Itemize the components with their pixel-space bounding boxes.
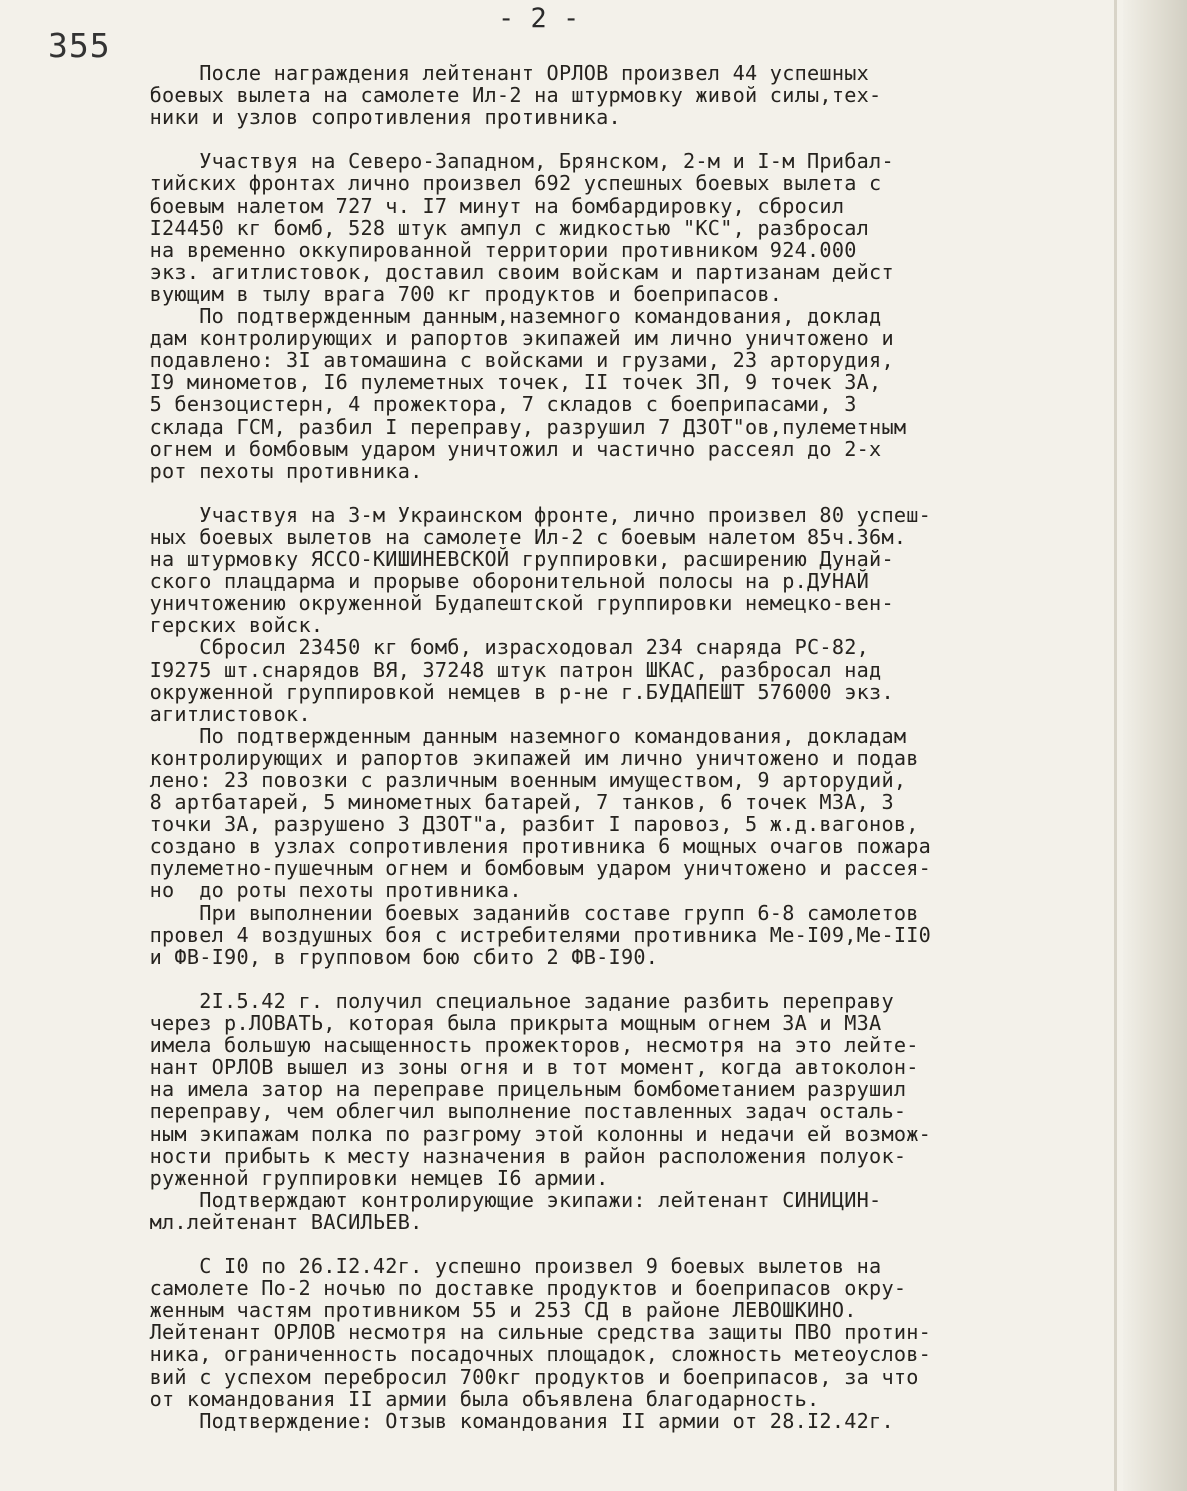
text-line: имела большую насыщенность прожекторов, несмотря на это лейте-	[100, 1033, 919, 1058]
text-line: на имела затор на переправе прицельным бомбометанием разрушил	[100, 1077, 907, 1102]
text-line: вующим в тылу врага 700 кг продуктов и боеприпасов.	[100, 281, 783, 306]
text-line: на временно оккупированной территории противником 924.000	[100, 237, 857, 262]
paragraph-gap	[100, 128, 1020, 150]
text-line: Лейтенант ОРЛОВ несмотря на сильные средства защиты ПВО протин-	[100, 1320, 932, 1345]
text-line: Подтверждение: Отзыв командования II армии от 28.I2.42г.	[100, 1408, 894, 1433]
text-line: склада ГСМ, разбил I переправу, разрушил 7 ДЗОТ"ов,пулеметным	[100, 414, 907, 439]
page-fold-shadow	[1114, 0, 1117, 1491]
text-line: боевых вылета на самолете Ил-2 на штурмовку живой силы,тех-	[100, 83, 882, 108]
text-line: переправу, чем облегчил выполнение поставленных задач осталь-	[100, 1099, 907, 1124]
text-line: подавлено: 3I автомашина с войсками и грузами, 23 арторудия,	[100, 348, 894, 373]
text-line: мл.лейтенант ВАСИЛЬЕВ.	[100, 1209, 423, 1234]
text-line: ности прибыть к месту назначения в район расположения полуок-	[100, 1143, 907, 1168]
paragraph-3	[100, 504, 1020, 968]
text-line: ника, ограниченность посадочных площадок, сложность метеоуслов-	[100, 1342, 932, 1367]
paragraph-gap	[100, 1233, 1020, 1255]
text-line: Подтверждают контролирующие экипажи: лейтенант СИНИЦИН-	[100, 1187, 882, 1212]
text-line: По подтвержденным данным,наземного командования, доклад	[100, 304, 882, 329]
text-line: ского плацдарма и прорыве оборонительной полосы на р.ДУНАЙ	[100, 569, 870, 594]
paragraph-5	[100, 1255, 1020, 1432]
text-line: огнем и бомбовым ударом уничтожил и частично рассеял до 2-х	[100, 436, 882, 461]
text-line: С I0 по 26.I2.42г. успешно произвел 9 боевых вылетов на	[100, 1254, 882, 1279]
text-line: ным экипажам полка по разгрому этой колонны и недачи ей возмож-	[100, 1121, 932, 1146]
text-line: уничтожению окруженной Будапештской группировки немецко-вен-	[100, 591, 894, 616]
text-line: I9 минометов, I6 пулеметных точек, II точек ЗП, 9 точек ЗА,	[100, 370, 882, 395]
text-line: тийских фронтах лично произвел 692 успешных боевых вылета с	[100, 171, 882, 196]
paragraph-1	[100, 62, 1020, 128]
text-line: создано в узлах сопротивления противника 6 мощных очагов пожара	[100, 834, 932, 859]
text-line: но до роты пехоты противника.	[100, 878, 522, 903]
text-line: женным частям противником 55 и 253 СД в районе ЛЕВОШКИНО.	[100, 1298, 857, 1323]
text-line: пулеметно-пушечным огнем и бомбовым ударом уничтожено и рассея-	[100, 856, 932, 881]
text-line: самолете По-2 ночью по доставке продуктов и боеприпасов окру-	[100, 1276, 907, 1301]
text-line: от командования II армии была объявлена благодарность.	[100, 1386, 820, 1411]
text-line: I24450 кг бомб, 528 штук ампул с жидкостью "КС", разбросал	[100, 215, 870, 240]
paragraph-2	[100, 150, 1020, 481]
text-line: экз. агитлистовок, доставил своим войскам и партизанам дейст	[100, 259, 894, 284]
text-line: точки ЗА, разрушено 3 ДЗОТ"а, разбит I паровоз, 5 ж.д.вагонов,	[100, 812, 919, 837]
text-line: ники и узлов сопротивления противника.	[100, 105, 621, 130]
text-line: После награждения лейтенант ОРЛОВ произвел 44 успешных	[100, 61, 870, 85]
text-line: контролирующих и рапортов экипажей им лично уничтожено и подав	[100, 745, 919, 770]
text-line: окруженной группировкой немцев в р-не г.БУДАПЕШТ 576000 экз.	[100, 679, 894, 704]
text-line: рот пехоты противника.	[100, 458, 423, 483]
text-line: лено: 23 повозки с различным военным имуществом, 9 арторудий,	[100, 768, 907, 792]
archive-number: 355	[48, 26, 111, 65]
text-line: 2I.5.42 г. получил специальное задание разбить переправу	[100, 988, 894, 1013]
paragraph-4	[100, 990, 1020, 1233]
text-line: Участвуя на Северо-Западном, Брянском, 2-м и I-м Прибал-	[100, 149, 894, 174]
document-body	[100, 62, 1020, 1432]
text-line: 8 артбатарей, 5 минометных батарей, 7 танков, 6 точек МЗА, 3	[100, 790, 894, 815]
text-line: Участвуя на 3-м Украинском фронте, лично произвел 80 успеш-	[100, 502, 932, 527]
text-line: через р.ЛОВАТЬ, которая была прикрыта мощным огнем ЗА и МЗА	[100, 1011, 882, 1036]
text-line: нант ОРЛОВ вышел из зоны огня и в тот момент, когда автоколон-	[100, 1055, 919, 1080]
text-line: и ФВ-I90, в групповом бою сбито 2 ФВ-I90.	[100, 944, 659, 969]
text-line: агитлистовок.	[100, 701, 311, 726]
text-line: По подтвержденным данным наземного командования, докладам	[100, 723, 907, 748]
text-line: дам контролирующих и рапортов экипажей им лично уничтожено и	[100, 326, 894, 351]
text-line: руженной группировки немцев I6 армии.	[100, 1165, 609, 1190]
text-line: При выполнении боевых заданийв составе групп 6-8 самолетов	[100, 900, 919, 925]
text-line: боевым налетом 727 ч. I7 минут на бомбардировку, сбросил	[100, 193, 845, 218]
text-line: 5 бензоцистерн, 4 прожектора, 7 складов с боеприпасами, 3	[100, 392, 857, 417]
text-line: I9275 шт.снарядов ВЯ, 37248 штук патрон ШКАС, разбросал над	[100, 657, 882, 682]
text-line: провел 4 воздушных боя с истребителями противника Ме-I09,Ме-II0	[100, 922, 932, 947]
paragraph-gap	[100, 968, 1020, 990]
page-number: - 2 -	[498, 3, 580, 34]
text-line: вий с успехом перебросил 700кг продуктов и боеприпасов, за что	[100, 1364, 919, 1389]
text-line: герских войск.	[100, 613, 324, 638]
page-edge	[1123, 0, 1187, 1491]
text-line: на штурмовку ЯССО-КИШИНЕВСКОЙ группировки, расширению Дунай-	[100, 547, 894, 572]
paragraph-gap	[100, 482, 1020, 504]
text-line: Сбросил 23450 кг бомб, израсходовал 234 снаряда РС-82,	[100, 635, 870, 660]
text-line: ных боевых вылетов на самолете Ил-2 с боевым налетом 85ч.36м.	[100, 524, 907, 549]
